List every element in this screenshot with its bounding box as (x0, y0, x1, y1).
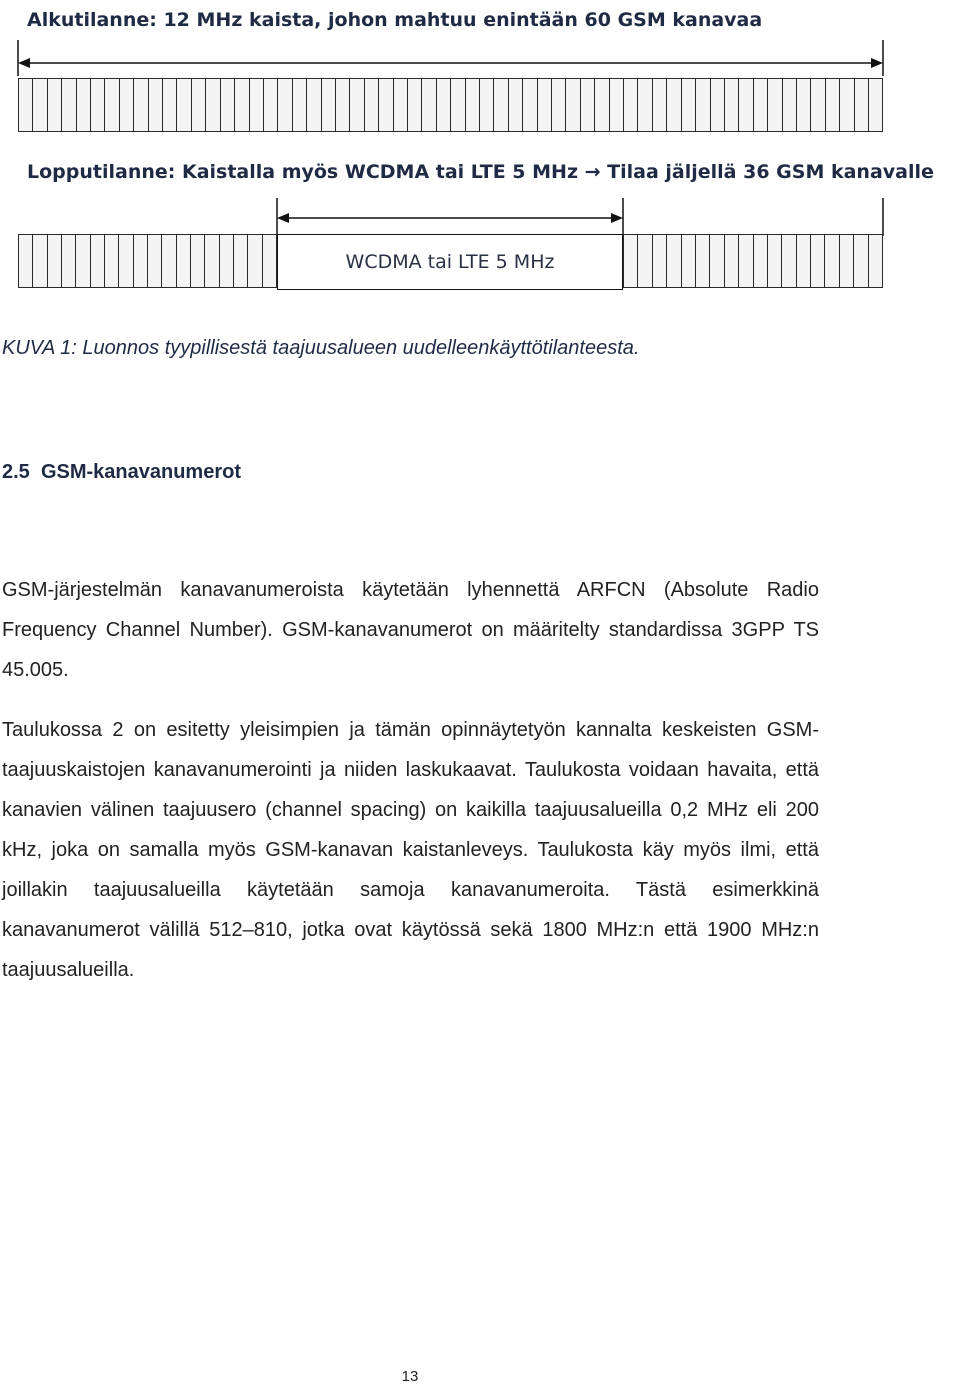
section-number: 2.5 (2, 461, 30, 483)
gsm-channel-slot (709, 234, 723, 288)
gsm-channel-slot (853, 234, 867, 288)
gsm-channel-slot (724, 234, 738, 288)
gsm-channel-slot (824, 234, 838, 288)
gsm-channel-slot (147, 234, 161, 288)
gsm-channel-slot (868, 234, 883, 288)
gsm-channel-slot (637, 234, 651, 288)
gsm-channel-slot (32, 234, 46, 288)
gsm-channel-slot (580, 78, 594, 132)
gsm-channel-slot (493, 78, 507, 132)
gsm-channel-slot (76, 78, 90, 132)
gsm-channel-slot (738, 78, 752, 132)
gsm-channel-slot (263, 78, 277, 132)
gsm-channel-slot (565, 78, 579, 132)
figure-title-final: Lopputilanne: Kaistalla myös WCDMA tai LTE 5 MHz → Tilaa jäljellä 36 GSM kanavalle (27, 161, 934, 183)
gsm-channel-slot (47, 78, 61, 132)
gsm-channel-slot (61, 78, 75, 132)
gsm-channel-slot (767, 234, 781, 288)
gsm-channel-slot (190, 234, 204, 288)
gsm-channel-slot (61, 234, 75, 288)
gsm-channel-slot (810, 234, 824, 288)
gsm-channel-slot (75, 234, 89, 288)
lte-label: WCDMA tai LTE 5 MHz (345, 251, 555, 273)
gsm-channel-slot (90, 234, 104, 288)
gsm-channel-slot (508, 78, 522, 132)
gsm-channel-slot (810, 78, 824, 132)
gsm-channel-slot (349, 78, 363, 132)
gsm-channel-slot (378, 78, 392, 132)
lte-arrowhead-left (277, 213, 289, 223)
gsm-channel-slot (839, 234, 853, 288)
gsm-channel-slot (335, 78, 349, 132)
gsm-channel-slot (753, 78, 767, 132)
lte-block (277, 234, 623, 290)
gsm-channel-slot (148, 78, 162, 132)
gsm-channel-slot (176, 78, 190, 132)
gsm-channel-slot (450, 78, 464, 132)
gsm-channel-slot (191, 78, 205, 132)
gsm-channel-slot (119, 78, 133, 132)
gsm-channel-slot (738, 234, 752, 288)
gsm-channel-slot (233, 234, 247, 288)
arrowhead-left (18, 58, 30, 68)
gsm-channel-slot (522, 78, 536, 132)
gsm-channel-slot (695, 234, 709, 288)
gsm-channel-slot (868, 78, 883, 132)
gsm-channel-slot (594, 78, 608, 132)
gsm-channel-slot (176, 234, 190, 288)
gsm-channel-slot (219, 234, 233, 288)
gsm-channel-slot (753, 234, 767, 288)
gsm-channel-slot (825, 78, 839, 132)
gsm-channel-slot (104, 78, 118, 132)
gsm-channel-slot (782, 78, 796, 132)
gsm-channel-slot (306, 78, 320, 132)
gsm-channel-slot (767, 78, 781, 132)
gsm-channel-slot (436, 78, 450, 132)
gsm-channel-slot (104, 234, 118, 288)
gsm-channel-slot (666, 78, 680, 132)
gsm-channel-strip-remaining-right (623, 234, 883, 288)
gsm-channel-slot (854, 78, 868, 132)
gsm-channel-slot (421, 78, 435, 132)
gsm-channel-slot (205, 78, 219, 132)
gsm-channel-slot (18, 234, 32, 288)
lte-arrowhead-right (611, 213, 623, 223)
gsm-channel-slot (249, 78, 263, 132)
figure-title-initial: Alkutilanne: 12 MHz kaista, johon mahtuu enintään 60 GSM kanavaa (27, 9, 763, 31)
gsm-channel-slot (90, 78, 104, 132)
page-number: 13 (401, 1368, 419, 1385)
gsm-channel-slot (609, 78, 623, 132)
gsm-channel-slot (18, 78, 32, 132)
gsm-channel-slot (623, 78, 637, 132)
arrowhead-right (871, 58, 883, 68)
gsm-channel-slot (234, 78, 248, 132)
gsm-channel-slot (681, 234, 695, 288)
gsm-channel-slot (666, 234, 680, 288)
paragraph-table-2: Taulukossa 2 on esitetty yleisimpien ja tämän opinnäytetyön kannalta keskeisten GSM-taajuuskaistojen kanavanumerointi ja niiden laskukaavat. Taulukosta voidaan havaita, että kanavien välinen taajuusero (channel spacing) on kaikilla taajuusalueilla 0,2 MHz eli 200 kHz, joka on samalla myös GSM-kanavan kaistanleveys. Taulukosta käy myös ilmi, että joillakin taajuusalueilla käytetään samoja kanavanumeroita. Tästä esimerkkinä kanavanumerot välillä 512–810, jotka ovat käytössä sekä 1800 MHz:n että 1900 MHz:n taajuusalueilla. (2, 719, 819, 981)
gsm-channel-slot (220, 78, 234, 132)
gsm-channel-strip-initial (18, 78, 883, 132)
gsm-channel-slot (133, 78, 147, 132)
gsm-channel-slot (247, 234, 261, 288)
gsm-channel-slot (321, 78, 335, 132)
gsm-channel-slot (652, 78, 666, 132)
section-heading (2, 461, 241, 484)
gsm-channel-slot (364, 78, 378, 132)
gsm-channel-slot (407, 78, 421, 132)
gsm-channel-slot (262, 234, 277, 288)
gsm-channel-slot (32, 78, 46, 132)
gsm-channel-slot (47, 234, 61, 288)
gsm-channel-slot (796, 234, 810, 288)
gsm-channel-slot (479, 78, 493, 132)
gsm-channel-slot (839, 78, 853, 132)
gsm-channel-slot (724, 78, 738, 132)
gsm-channel-slot (292, 78, 306, 132)
gsm-channel-slot (277, 78, 291, 132)
gsm-channel-slot (393, 78, 407, 132)
gsm-channel-slot (551, 78, 565, 132)
paragraph-arfcn: GSM-järjestelmän kanavanumeroista käytetään lyhennettä ARFCN (Absolute Radio Frequency Channel Number). GSM-kanavanumerot on määritelty standardissa 3GPP TS 45.005. (2, 579, 819, 681)
gsm-channel-slot (637, 78, 651, 132)
gsm-channel-slot (162, 78, 176, 132)
gsm-channel-slot (537, 78, 551, 132)
gsm-channel-slot (652, 234, 666, 288)
section-title: GSM-kanavanumerot (40, 461, 241, 483)
gsm-channel-slot (710, 78, 724, 132)
gsm-channel-slot (161, 234, 175, 288)
gsm-channel-slot (796, 78, 810, 132)
gsm-channel-slot (681, 78, 695, 132)
gsm-channel-strip-remaining-left (18, 234, 277, 288)
gsm-channel-slot (695, 78, 709, 132)
gsm-channel-slot (623, 234, 637, 288)
gsm-channel-slot (133, 234, 147, 288)
figure-caption: KUVA 1: Luonnos tyypillisestä taajuusalueen uudelleenkäyttötilanteesta. (2, 337, 640, 359)
gsm-channel-slot (118, 234, 132, 288)
gsm-channel-slot (204, 234, 218, 288)
gsm-channel-slot (781, 234, 795, 288)
gsm-channel-slot (465, 78, 479, 132)
